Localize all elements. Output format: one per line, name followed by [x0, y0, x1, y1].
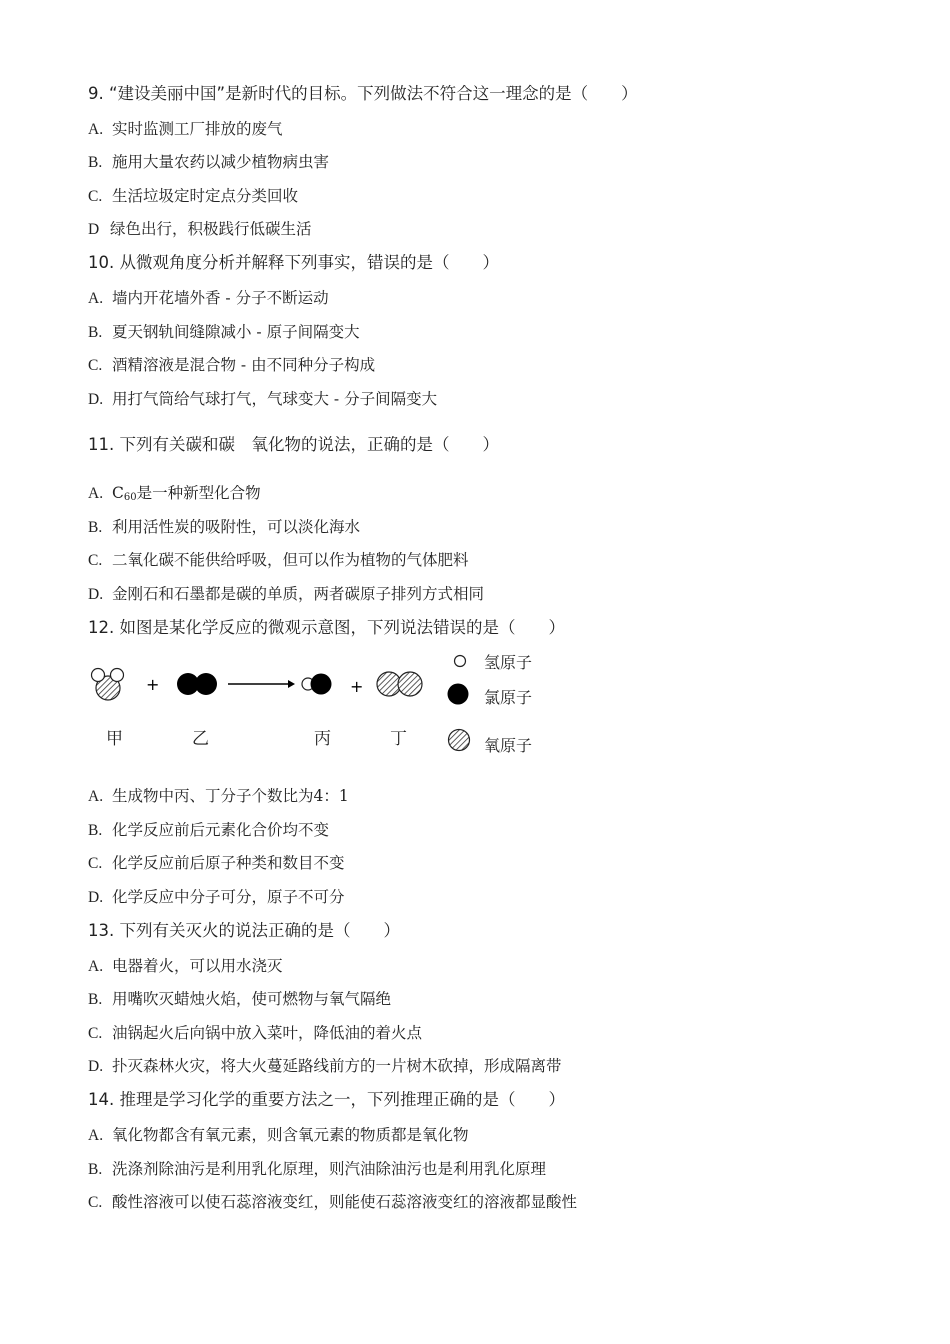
q11-option-a: A. $C_{60}$是一种新型化合物: [88, 484, 261, 503]
legend-chlorine-icon: [448, 684, 469, 705]
chlorine-atom: [195, 673, 217, 695]
chlorine-atom: [311, 674, 332, 695]
label-jia: 甲: [106, 729, 123, 749]
molecule-bing: [302, 674, 332, 695]
q14-stem: 14. 推理是学习化学的重要方法之一，下列推理正确的是（ ）: [88, 1090, 565, 1109]
legend-hydrogen: 氢原子: [484, 653, 533, 672]
q11-option-c: C. 二氧化碳不能供给呼吸，但可以作为植物的气体肥料: [88, 551, 469, 569]
q13-option-d: D. 扑灭森林火灾，将大火蔓延路线前方的一片树木砍掉，形成隔离带: [88, 1057, 562, 1075]
q10-option-a: A. 墙内开花墙外香 - 分子不断运动: [88, 289, 329, 307]
q9-option-a: A. 实时监测工厂排放的废气: [88, 120, 283, 138]
q10-option-d: D. 用打气筒给气球打气，气球变大 - 分子间隔变大: [88, 390, 438, 408]
q14-option-c: C. 酸性溶液可以使石蕊溶液变红，则能使石蕊溶液变红的溶液都显酸性: [88, 1193, 578, 1211]
legend-oxygen-icon: [449, 730, 470, 751]
q11-option-b: B. 利用活性炭的吸附性，可以淡化海水: [88, 518, 361, 536]
label-bing: 丙: [314, 729, 331, 749]
molecule-jia: [92, 669, 124, 701]
legend-oxygen: 氧原子: [484, 736, 533, 755]
q9-option-c: C. 生活垃圾定时定点分类回收: [88, 187, 299, 205]
q13-option-b: B. 用嘴吹灭蜡烛火焰，使可燃物与氧气隔绝: [88, 990, 392, 1008]
label-ding: 丁: [390, 729, 407, 749]
q9-stem: 9. “建设美丽中国”是新时代的目标。下列做法不符合这一理念的是（ ）: [88, 84, 638, 103]
legend-chlorine: 氯原子: [484, 688, 533, 707]
hydrogen-atom: [111, 669, 124, 682]
q12-option-b: B. 化学反应前后元素化合价均不变: [88, 821, 330, 839]
q13-option-c: C. 油锅起火后向锅中放入菜叶，降低油的着火点: [88, 1024, 423, 1042]
q13-stem: 13. 下列有关灭火的说法正确的是（ ）: [88, 921, 400, 940]
q10-option-c: C. 酒精溶液是混合物 - 由不同种分子构成: [88, 356, 376, 374]
q9-option-b: B. 施用大量农药以减少植物病虫害: [88, 153, 330, 171]
q10-option-b: B. 夏天钢轨间缝隙减小 - 原子间隔变大: [88, 323, 360, 341]
molecule-yi: [177, 673, 217, 695]
q14-option-a: A. 氧化物都含有氧元素，则含氧元素的物质都是氧化物: [88, 1126, 469, 1144]
q12-option-c: C. 化学反应前后原子种类和数目不变: [88, 854, 345, 872]
oxygen-atom: [377, 672, 401, 696]
label-yi: 乙: [192, 729, 209, 749]
q12-stem: 12. 如图是某化学反应的微观示意图，下列说法错误的是（ ）: [88, 618, 565, 637]
molecule-ding: [377, 672, 422, 696]
q12-option-d: D. 化学反应中分子可分，原子不可分: [88, 888, 345, 906]
plus-sign-2: +: [350, 677, 364, 696]
q11-stem: 11. 下列有关碳和碳 氧化物的说法，正确的是（ ）: [88, 435, 499, 454]
reaction-arrow: [228, 680, 295, 688]
q13-option-a: A. 电器着火，可以用水浇灭: [88, 957, 283, 975]
hydrogen-atom: [92, 669, 105, 682]
q11-option-d: D. 金刚石和石墨都是碳的单质，两者碳原子排列方式相同: [88, 585, 485, 603]
legend-hydrogen-icon: [455, 656, 466, 667]
reaction-diagram: [88, 648, 558, 763]
oxygen-atom: [398, 672, 422, 696]
q12-option-a: A. 生成物中丙、丁分子个数比为4：1: [88, 787, 349, 805]
q14-option-b: B. 洗涤剂除油污是利用乳化原理，则汽油除油污也是利用乳化原理: [88, 1160, 547, 1178]
q10-stem: 10. 从微观角度分析并解释下列事实，错误的是（ ）: [88, 253, 499, 272]
plus-sign-1: +: [146, 675, 160, 694]
q9-option-d: D 绿色出行，积极践行低碳生活: [88, 220, 312, 238]
